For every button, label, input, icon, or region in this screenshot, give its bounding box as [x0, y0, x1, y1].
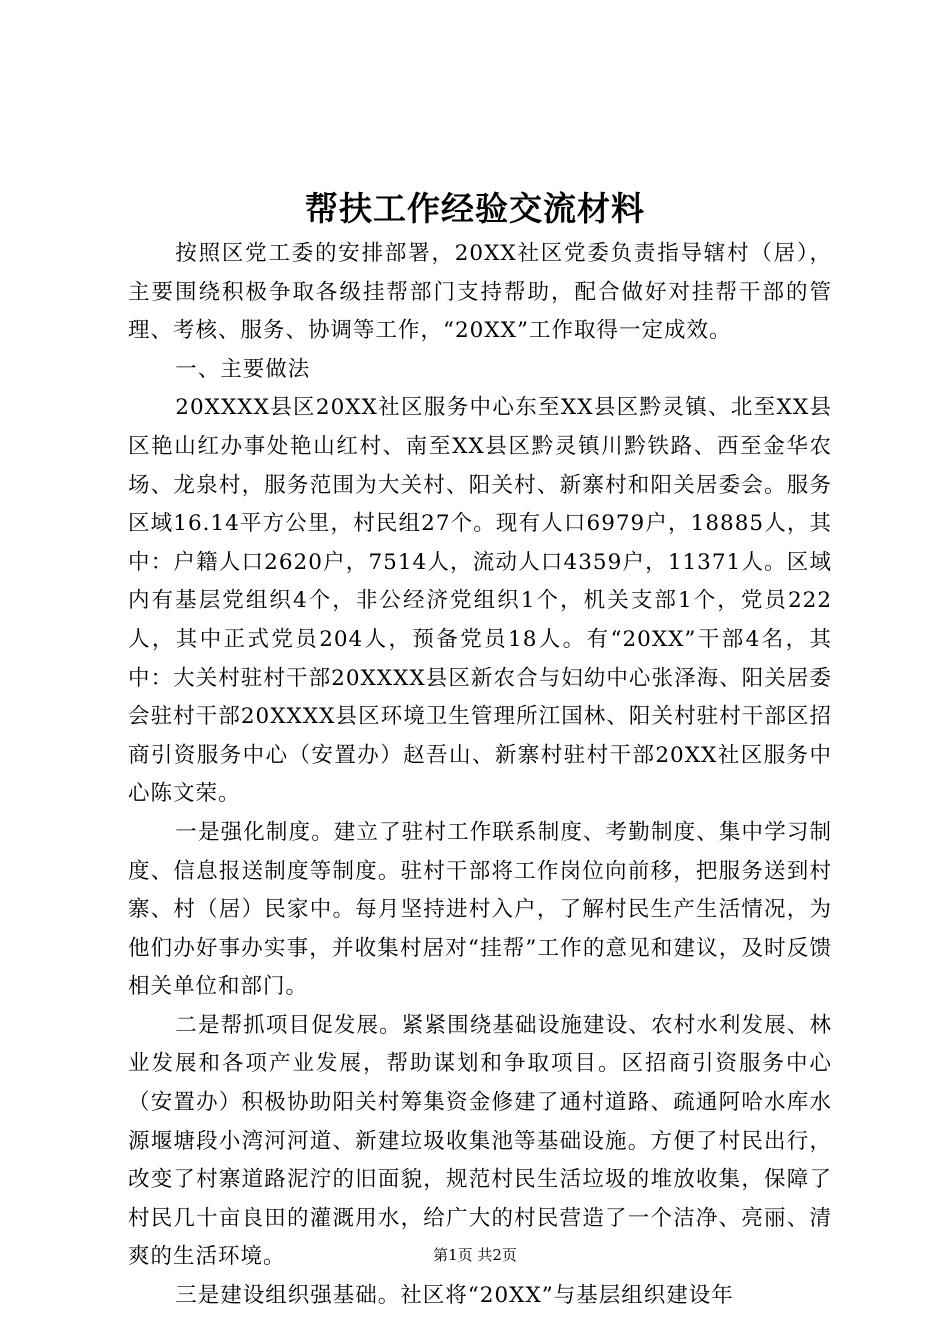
document-body — [128, 235, 832, 1316]
paragraph-organization: 三是建设组织强基础。社区将“20XX”与基层组织建设年 — [175, 1283, 734, 1309]
paragraph-overview: 20XXXX县区20XX社区服务中心东至XX县区黔灵镇、北至XX县区艳山红办事处艳山红村、南至XX县区黔灵镇川黔铁路、西至金华农场、龙泉村，服务范围为大关村、阳关村、新寨村和阳关居委会。服务区域16.14平方公里，村民组27个。现有人口6979户，18885人，其中：户籍人口2620户，7514人，流动人口4359户，11371人。区域内有基层党组织4个，非公经济党组织1个，机关支部1个，党员222人，其中正式党员204人，预备党员18人。有“20XX”干部4名，其中：大关村驻村干部20XXXX县区新农合与妇幼中心张泽海、阳关居委会驻村干部20XXXX县区环境卫生管理所江国林、阳关村驻村干部区招商引资服务中心（安置办）赵吾山、新寨村驻村干部20XX社区服务中心陈文荣。 — [128, 395, 832, 807]
document-title: 帮扶工作经验交流材料 — [305, 189, 645, 228]
section-heading: 一、主要做法 — [175, 356, 311, 382]
paragraph-system: 一是强化制度。建立了驻村工作联系制度、考勤制度、集中学习制度、信息报送制度等制度。驻村干部将工作岗位向前移，把服务送到村寨、村（居）民家中。每月坚持进村入户，了解村民生产生活情况，为他们办好事办实事，并收集村居对“挂帮”工作的意见和建议，及时反馈相关单位和部门。 — [128, 819, 832, 1000]
paragraph-projects: 二是帮抓项目促发展。紧紧围绕基础设施建设、农村水利发展、林业发展和各项产业发展，帮助谋划和争取项目。区招商引资服务中心（安置办）积极协助阳关村筹集资金修建了通村道路、疏通阿哈水库水源堰塘段小湾河河道、新建垃圾收集池等基础设施。方便了村民出行，改变了村寨道路泥泞的旧面貌，规范村民生活垃圾的堆放收集，保障了村民几十亩良田的灌溉用水，给广大的村民营造了一个洁净、亮丽、清爽的生活环境。 — [128, 1012, 832, 1270]
paragraph-intro: 按照区党工委的安排部署，20XX社区党委负责指导辖村（居），主要围绕积极争取各级挂帮部门支持帮助，配合做好对挂帮干部的管理、考核、服务、协调等工作，“20XX”工作取得一定成效。 — [128, 241, 832, 344]
page-footer: 第1页 共2页 — [433, 1246, 517, 1264]
